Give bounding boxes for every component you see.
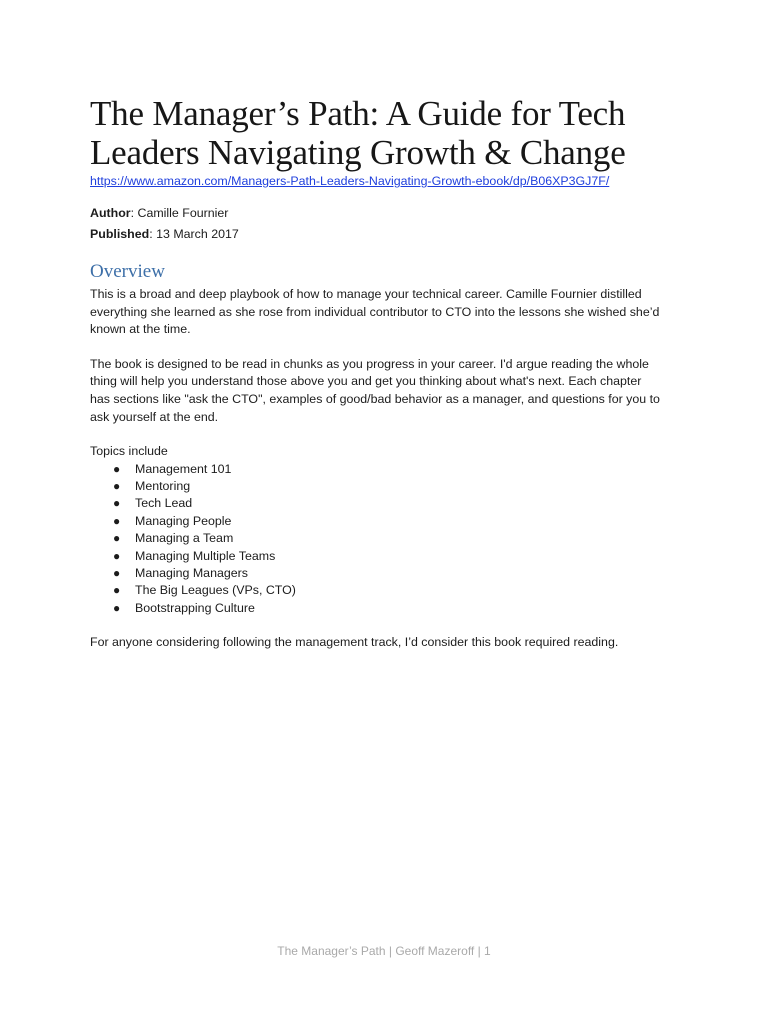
topic-label: Bootstrapping Culture (135, 600, 255, 615)
bullet-icon: ● (113, 496, 121, 511)
document-title (90, 94, 680, 172)
list-item (90, 513, 680, 530)
title-line-1: The Manager’s Path: A Guide for Tech (90, 94, 626, 133)
bullet-icon: ● (113, 566, 121, 580)
paragraph-1-line: everything she learned as she rose from individual contributor to CTO into the lessons she wished she’d (90, 304, 660, 319)
list-item (90, 461, 680, 478)
published-label: Published (90, 227, 150, 241)
topics-list (90, 461, 680, 618)
list-item (90, 530, 680, 547)
bullet-icon: ● (113, 548, 121, 563)
paragraph-1-line: known at the time. (90, 322, 191, 337)
published-value: : 13 March 2017 (149, 227, 239, 241)
bullet-icon: ● (113, 478, 121, 493)
author-label: Author (90, 206, 131, 220)
bullet-icon: ● (113, 513, 121, 528)
topic-label: Managing Managers (135, 566, 248, 580)
metadata-block (90, 203, 680, 245)
topics-intro: Topics include (90, 444, 168, 459)
topic-label: Mentoring (135, 478, 191, 493)
closing-line: For anyone considering following the management track, I’d consider this book required reading. (90, 635, 619, 650)
page-footer: The Manager’s Path | Geoff Mazeroff | 1 (277, 944, 491, 958)
topic-label: The Big Leagues (VPs, CTO) (135, 583, 296, 598)
paragraph-2-line: The book is designed to be read in chunks as you progress in your career. I'd argue reading the whole (90, 356, 649, 371)
list-item (90, 582, 680, 599)
document-page (90, 94, 680, 669)
bullet-icon: ● (113, 600, 121, 615)
amazon-link[interactable]: https://www.amazon.com/Managers-Path-Leaders-Navigating-Growth-ebook/dp/B06XP3GJ7F/ (90, 174, 610, 188)
list-item (90, 565, 680, 582)
list-item (90, 600, 680, 617)
topic-label: Managing Multiple Teams (135, 548, 276, 563)
list-item (90, 478, 680, 495)
paragraph-2-line: ask yourself at the end. (90, 409, 219, 424)
closing-paragraph (90, 634, 680, 652)
author-value: : Camille Fournier (130, 206, 229, 220)
bullet-icon: ● (113, 461, 121, 476)
overview-paragraph-2 (90, 356, 680, 426)
paragraph-1-line: This is a broad and deep playbook of how to manage your technical career. Camille Fournier distilled (90, 287, 642, 301)
title-line-2: Leaders Navigating Growth & Change (90, 133, 626, 172)
published-line (90, 224, 680, 245)
topic-label: Managing a Team (135, 531, 234, 546)
topic-label: Tech Lead (135, 496, 193, 511)
paragraph-2-line: thing will help you understand those above you and get you thinking about what's next. Each chapter (90, 374, 642, 389)
overview-paragraph-1 (90, 286, 680, 339)
topic-label: Managing People (135, 513, 232, 528)
bullet-icon: ● (113, 583, 121, 598)
author-line (90, 203, 680, 224)
list-item (90, 495, 680, 512)
topic-label: Management 101 (135, 461, 232, 476)
list-item (90, 548, 680, 565)
overview-heading: Overview (90, 261, 165, 282)
paragraph-2-line: has sections like "ask the CTO", examples of good/bad behavior as a manager, and questions for you to (90, 391, 660, 406)
bullet-icon: ● (113, 531, 121, 546)
